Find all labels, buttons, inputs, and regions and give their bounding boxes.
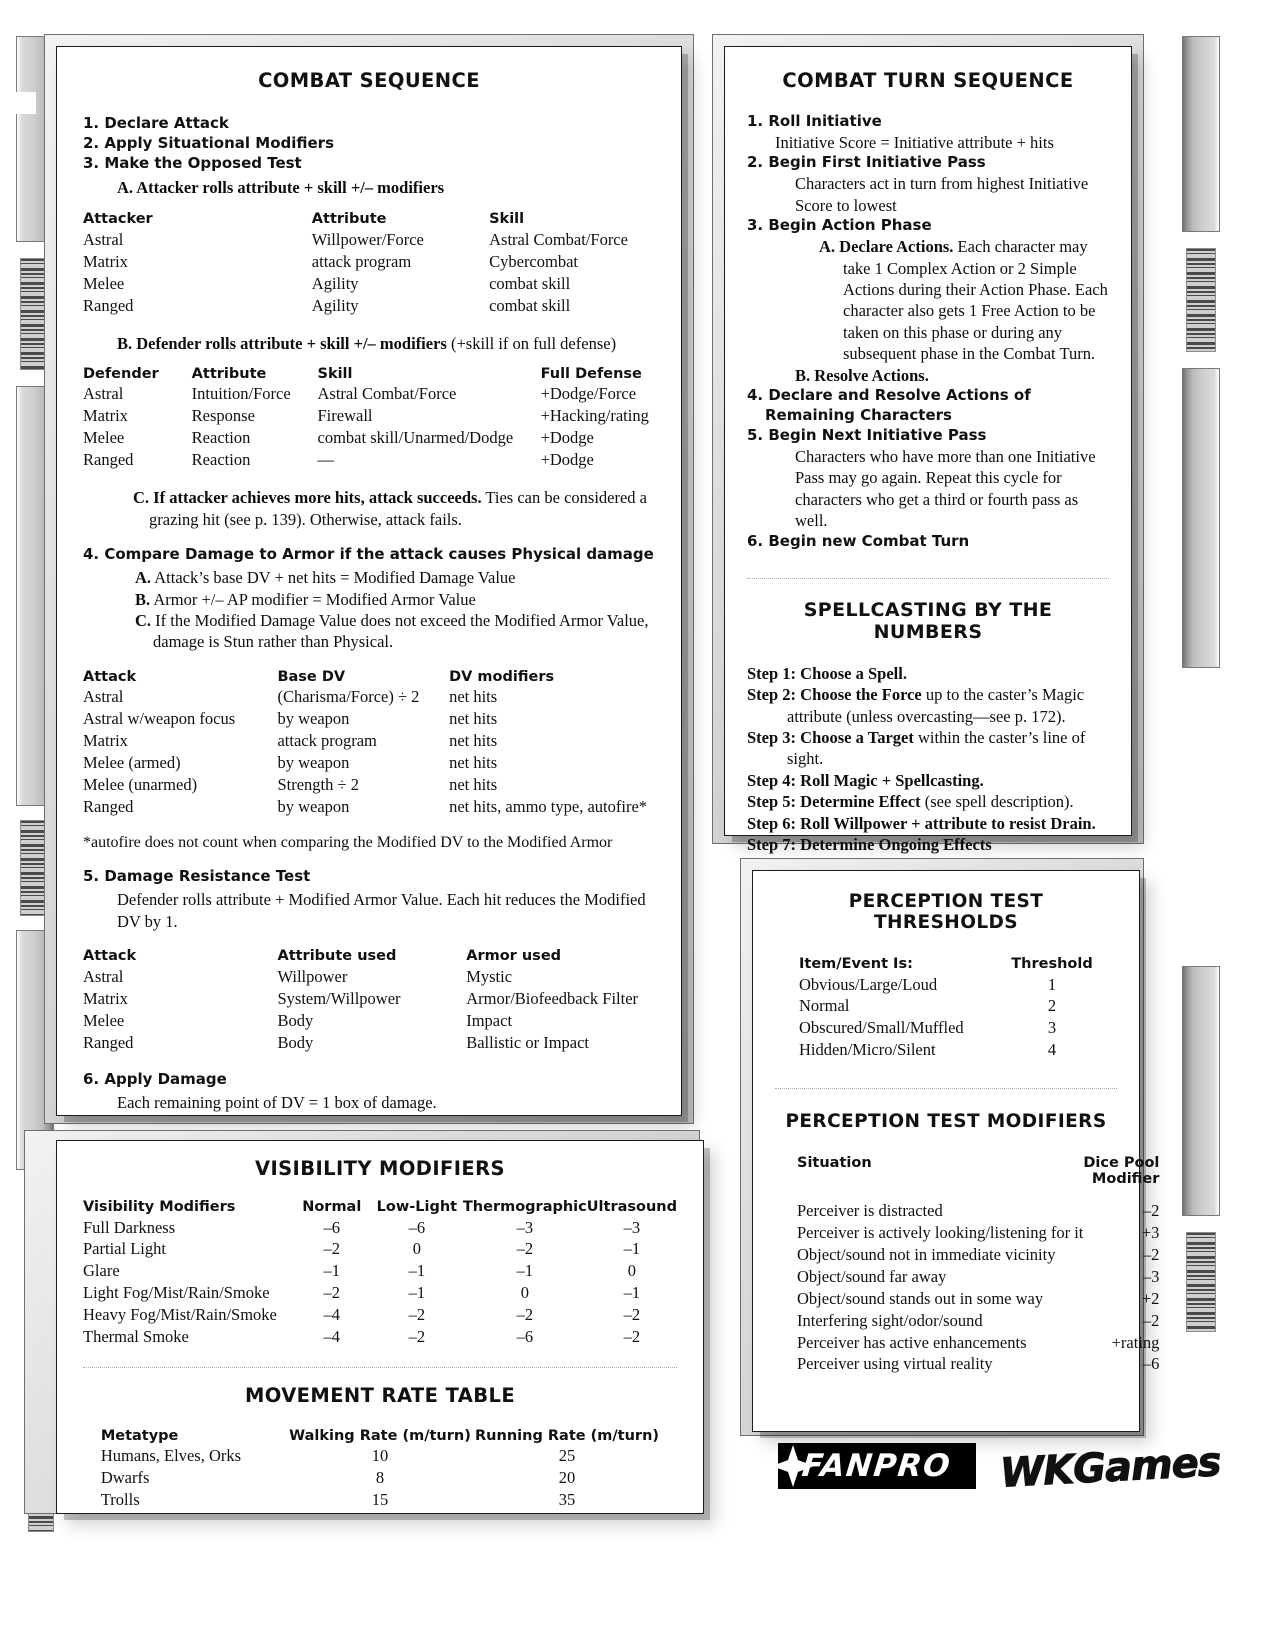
combat-step-5: 5. Damage Resistance Test <box>83 867 311 886</box>
cell: net hits, ammo type, autofire* <box>449 797 648 817</box>
cell: Cybercombat <box>489 251 578 271</box>
table-row <box>101 1446 659 1468</box>
movement-title: MOVEMENT RATE TABLE <box>244 1383 516 1407</box>
cell: Astral <box>83 966 124 986</box>
cell: +rating <box>1111 1332 1160 1352</box>
cell: 10 <box>371 1446 389 1466</box>
cell: Astral Combat/Force <box>317 384 457 403</box>
table-row <box>775 1332 1159 1354</box>
cell: –3 <box>623 1217 641 1237</box>
cell: Willpower/Force <box>311 229 424 249</box>
cell: –1 <box>623 1239 641 1259</box>
cell: Full Darkness <box>83 1217 176 1237</box>
cell: 3 <box>1047 1018 1057 1038</box>
combat-step-3c-bold: C. If attacker achieves more hits, attack succeeds. <box>133 488 482 508</box>
table-row <box>775 1354 1159 1376</box>
cell: Mystic <box>466 966 513 986</box>
cell: Dwarfs <box>100 1468 150 1488</box>
visibility-title: VISIBILITY MODIFIERS <box>254 1157 506 1180</box>
cell: net hits <box>449 687 498 707</box>
cell: +Dodge/Force <box>540 384 637 403</box>
cell: Glare <box>83 1261 120 1281</box>
cell: Light Fog/Mist/Rain/Smoke <box>83 1283 270 1303</box>
movement-table <box>101 1427 659 1512</box>
table-row <box>775 1310 1159 1332</box>
defender-th-2: Skill <box>317 365 353 382</box>
cell: Willpower <box>277 966 348 986</box>
right-rail-lower <box>1182 966 1220 1216</box>
table-header-row <box>775 1154 1159 1189</box>
table-row <box>83 731 655 753</box>
perception-modifiers-table <box>775 1154 1159 1376</box>
table-header-row <box>775 955 1117 974</box>
cell: –2 <box>1142 1200 1160 1220</box>
mv-th-0: Metatype <box>100 1427 179 1444</box>
table-header-row <box>101 1427 659 1446</box>
right-barcode-top <box>1186 248 1216 352</box>
cell: combat skill/Unarmed/Dodge <box>317 427 514 447</box>
cell: 15 <box>371 1490 389 1510</box>
cell: 0 <box>412 1239 421 1259</box>
cell: Impact <box>466 1010 513 1030</box>
dv-th-0: Attack <box>83 668 137 685</box>
combat-step-3a: A. Attacker rolls attribute + skill +/– modifiers <box>117 177 445 197</box>
spellcasting-title: SPELLCASTING BY THE NUMBERS <box>803 598 1053 643</box>
cell: +3 <box>1141 1222 1160 1242</box>
combat-step-6: 6. Apply Damage <box>83 1070 227 1089</box>
cell: attack program <box>277 731 377 751</box>
table-row <box>83 1239 677 1261</box>
vis-th-1: Normal <box>302 1199 362 1215</box>
turn-item-6: 6. Begin new Combat Turn <box>747 531 970 550</box>
cell: combat skill <box>489 295 571 315</box>
cell: Intuition/Force <box>191 384 291 403</box>
dv-th-2: DV modifiers <box>449 668 555 685</box>
cell: Melee <box>83 273 125 293</box>
cell: Perceiver has active enhancements <box>797 1332 1027 1352</box>
cell: –2 <box>516 1305 534 1325</box>
cell: Armor/Biofeedback Filter <box>466 988 639 1008</box>
cell: Matrix <box>83 405 128 425</box>
cell: –1 <box>408 1261 426 1281</box>
combat-step-5-text: Defender rolls attribute + Modified Armor Value. Each hit reduces the Modified DV by 1. <box>117 890 646 931</box>
cell: +Dodge <box>540 427 594 447</box>
attacker-table <box>83 210 655 317</box>
resist-th-1: Attribute used <box>277 948 397 965</box>
combat-step-3c <box>133 487 655 530</box>
cell: Ranged <box>83 295 134 315</box>
pm-th-right <box>1083 1154 1159 1189</box>
perception-panel <box>752 870 1160 1432</box>
cell: Partial Light <box>83 1239 166 1259</box>
turn-item-1: 1. Roll Initiative <box>747 112 882 130</box>
cell: Object/sound far away <box>797 1266 947 1286</box>
perception-thresholds-table <box>775 955 1117 1062</box>
cell: by weapon <box>277 709 350 729</box>
cell: –4 <box>323 1327 341 1347</box>
right-rail-top <box>1182 36 1220 232</box>
table-row <box>83 449 655 471</box>
table-row <box>83 295 655 317</box>
cell: Thermal Smoke <box>83 1327 189 1347</box>
combat-turn-title: COMBAT TURN SEQUENCE <box>782 69 1074 92</box>
cell: net hits <box>449 709 498 729</box>
turn-item-1-body: Initiative Score = Initiative attribute + hits <box>775 132 1054 152</box>
table-row <box>83 988 655 1010</box>
cell: Astral <box>83 384 124 403</box>
cell: 4 <box>1047 1040 1057 1060</box>
cell: –1 <box>323 1261 341 1281</box>
table-row <box>775 1189 1159 1222</box>
table-row <box>775 1244 1159 1266</box>
vis-th-3: Thermographic <box>462 1199 587 1215</box>
section-divider-3 <box>83 1367 677 1368</box>
cell: –6 <box>408 1217 426 1237</box>
cell: –2 <box>1142 1244 1160 1264</box>
spell-step-1: Step 1: Choose a Spell. <box>747 663 907 683</box>
vis-th-4: Ultrasound <box>586 1199 677 1215</box>
defender-table <box>83 365 655 472</box>
combat-step-1: 1. Declare Attack <box>83 114 229 132</box>
table-row <box>83 1327 677 1349</box>
cell: 20 <box>558 1468 576 1488</box>
defender-th-3: Full Defense <box>540 365 642 382</box>
section-divider-1 <box>747 578 1109 579</box>
right-barcode-bottom <box>1186 1232 1216 1332</box>
cell: by weapon <box>277 797 350 817</box>
combat-step-3b-bold: B. Defender rolls attribute + skill +/– modifiers <box>117 334 447 354</box>
spell-step-6: Step 6: Roll Willpower + attribute to resist Drain. <box>747 813 1096 833</box>
table-row <box>83 273 655 295</box>
mv-th-2: Running Rate (m/turn) <box>475 1427 660 1444</box>
wizkids-logo <box>999 1439 1222 1496</box>
cell: –2 <box>1142 1310 1160 1330</box>
section-divider-2 <box>775 1088 1117 1089</box>
cell: Body <box>277 1032 314 1052</box>
table-row <box>775 974 1117 996</box>
table-header-row <box>83 1198 677 1217</box>
cell: –2 <box>323 1239 341 1259</box>
cell: net hits <box>449 753 498 773</box>
cell: +2 <box>1141 1288 1160 1308</box>
cell: Astral Combat/Force <box>489 229 628 249</box>
cell: –1 <box>516 1261 534 1281</box>
table-row <box>775 1040 1117 1062</box>
cell: net hits <box>449 731 498 751</box>
cell: Perceiver is actively looking/listening for it <box>797 1222 1084 1242</box>
cell: Ranged <box>83 449 134 469</box>
cell: Matrix <box>83 988 128 1008</box>
cell: Agility <box>311 273 359 293</box>
table-row <box>775 1018 1117 1040</box>
attacker-th-2: Skill <box>489 211 525 228</box>
turn-item-5-body: Characters who have more than one Initiative Pass may go again. Repeat this cycle for characters who get a third or fourth pass as well. <box>795 447 1096 531</box>
cell: –6 <box>516 1327 534 1347</box>
cell: Humans, Elves, Orks <box>100 1446 242 1466</box>
cell: Astral <box>83 229 124 249</box>
combat-sequence-panel <box>56 46 682 1116</box>
pt-th-1: Threshold <box>1011 956 1093 972</box>
cell: –2 <box>408 1305 426 1325</box>
cell: 2 <box>1047 996 1057 1016</box>
cell: Perceiver using virtual reality <box>797 1354 993 1374</box>
cell: Ballistic or Impact <box>466 1032 590 1052</box>
combat-step-3: 3. Make the Opposed Test <box>83 153 302 172</box>
turn-item-3b: B. Resolve Actions. <box>795 365 929 385</box>
table-row <box>83 1261 677 1283</box>
defender-th-1: Attribute <box>191 365 267 382</box>
mv-th-1: Walking Rate (m/turn) <box>289 1427 471 1444</box>
cell: attack program <box>311 251 412 271</box>
table-row <box>83 384 655 406</box>
fanpro-logo-text: FANPRO <box>800 1448 954 1484</box>
cell: Ranged <box>83 797 134 817</box>
cell: –6 <box>1142 1354 1160 1374</box>
vis-th-0: Visibility Modifiers <box>83 1199 236 1215</box>
table-row <box>83 1010 655 1032</box>
perception-thresholds-title: PERCEPTION TEST THRESHOLDS <box>848 891 1044 933</box>
spell-step-5: Step 5: Determine Effect (see spell description). <box>747 792 1074 812</box>
turn-item-3a-bold: A. Declare Actions. <box>819 237 954 257</box>
spell-step-2: Step 2: Choose the Force up to the caster’s Magic attribute (unless overcasting—see p. 172). <box>747 685 1085 726</box>
cell: –6 <box>323 1217 341 1237</box>
spell-step-4: Step 4: Roll Magic + Spellcasting. <box>747 770 984 790</box>
table-row <box>101 1468 659 1490</box>
table-row <box>83 251 655 273</box>
cell: — <box>317 449 334 469</box>
combat-step-3c-rest: Ties can be considered a grazing hit (see p. 139). Otherwise, attack fails. <box>149 488 647 529</box>
table-header-row <box>83 668 655 687</box>
table-row <box>83 1283 677 1305</box>
cell: –2 <box>323 1283 341 1303</box>
cell: combat skill <box>489 273 571 293</box>
table-row <box>775 1266 1159 1288</box>
combat-step-4b: B. Armor +/– AP modifier = Modified Armor Value <box>135 589 476 609</box>
resist-th-0: Attack <box>83 948 137 965</box>
cell: Strength ÷ 2 <box>277 775 359 795</box>
combat-step-4: 4. Compare Damage to Armor if the attack causes Physical damage <box>83 545 654 564</box>
cell: +Hacking/rating <box>540 405 649 425</box>
defender-th-0: Defender <box>83 365 159 382</box>
table-row <box>83 1032 655 1054</box>
cell: Reaction <box>191 449 251 469</box>
cell: Agility <box>311 295 359 315</box>
cell: Object/sound not in immediate vicinity <box>797 1244 1056 1264</box>
table-row <box>83 966 655 988</box>
table-row <box>83 687 655 709</box>
cell: –2 <box>623 1305 641 1325</box>
cell: –2 <box>516 1239 534 1259</box>
attacker-th-1: Attribute <box>311 211 387 228</box>
table-row <box>83 775 655 797</box>
visibility-panel <box>56 1140 704 1514</box>
table-row <box>775 996 1117 1018</box>
table-row <box>83 405 655 427</box>
cell: Body <box>277 1010 314 1030</box>
cell: Matrix <box>83 251 128 271</box>
cell: Heavy Fog/Mist/Rain/Smoke <box>83 1305 277 1325</box>
cell: net hits <box>449 775 498 795</box>
perception-modifiers-title: PERCEPTION TEST MODIFIERS <box>785 1110 1107 1132</box>
left-rail-notch-1 <box>16 92 36 114</box>
turn-item-2-body: Characters act in turn from highest Initiative Score to lowest <box>795 174 1089 215</box>
cell: 1 <box>1047 974 1057 994</box>
visibility-table <box>83 1198 677 1349</box>
pt-th-0: Item/Event Is: <box>799 956 913 972</box>
combat-step-4a: A. Attack’s base DV + net hits = Modified Damage Value <box>135 568 516 588</box>
turn-item-2: 2. Begin First Initiative Pass <box>747 153 986 172</box>
dv-table <box>83 668 655 819</box>
cell: 35 <box>558 1490 576 1510</box>
table-row <box>83 1217 677 1239</box>
wizkids-logo-text: WKGames <box>998 1439 1222 1497</box>
vis-th-2: Low-Light <box>376 1199 458 1215</box>
table-row <box>83 797 655 819</box>
cell: Normal <box>799 996 850 1016</box>
table-header-row <box>83 947 655 966</box>
turn-item-3a <box>819 236 1109 365</box>
cell: Matrix <box>83 731 128 751</box>
cell: Melee <box>83 427 125 447</box>
turn-item-4: 4. Declare and Resolve Actions of Remaining Characters <box>747 386 1031 425</box>
attacker-th-0: Attacker <box>83 211 153 228</box>
resist-th-2: Armor used <box>466 948 562 965</box>
combat-step-3b <box>117 333 655 354</box>
turn-item-3a-rest: Each character may take 1 Complex Action or 2 Simple Actions during their Action Phase. Each character also gets 1 Free Action to be taken on this phase or during any subsequent phase in the Combat Turn. <box>843 237 1108 364</box>
cell: Firewall <box>317 405 373 425</box>
table-header-row <box>83 210 655 229</box>
table-row <box>101 1490 659 1512</box>
cell: Hidden/Micro/Silent <box>799 1040 936 1060</box>
cell: –2 <box>408 1327 426 1347</box>
cell: Obscured/Small/Muffled <box>799 1018 964 1038</box>
cell: Melee (armed) <box>83 753 181 773</box>
combat-step-4c: C. If the Modified Damage Value does not exceed the Modified Armor Value, damage is Stun rather than Physical. <box>135 611 649 652</box>
cell: Obvious/Large/Loud <box>799 974 938 994</box>
cell: (Charisma/Force) ÷ 2 <box>277 687 420 707</box>
cell: by weapon <box>277 753 350 773</box>
combat-step-3b-rest: (+skill if on full defense) <box>446 334 617 354</box>
cell: Melee <box>83 1010 125 1030</box>
cell: 0 <box>520 1283 529 1303</box>
table-row <box>775 1222 1159 1244</box>
table-row <box>775 1288 1159 1310</box>
cell: Perceiver is distracted <box>797 1200 943 1220</box>
cell: Response <box>191 405 255 425</box>
table-row <box>83 427 655 449</box>
table-row <box>83 753 655 775</box>
cell: –3 <box>1142 1266 1160 1286</box>
table-row <box>83 1305 677 1327</box>
pm-th-right-l1: Dice Pool <box>1083 1154 1160 1171</box>
combat-step-2: 2. Apply Situational Modifiers <box>83 133 335 152</box>
table-header-row <box>83 365 655 384</box>
fanpro-logo <box>778 1443 976 1489</box>
resist-table <box>83 947 655 1054</box>
cell: –3 <box>516 1217 534 1237</box>
pm-th-right-l2: Modifier <box>1091 1170 1160 1187</box>
cell: Trolls <box>100 1490 140 1510</box>
table-row <box>83 709 655 731</box>
turn-item-5: 5. Begin Next Initiative Pass <box>747 426 987 445</box>
cell: 8 <box>375 1468 385 1488</box>
cell: Astral <box>83 687 124 707</box>
cell: +Dodge <box>540 449 594 469</box>
table-row <box>83 229 655 251</box>
cell: Ranged <box>83 1032 134 1052</box>
turn-item-3: 3. Begin Action Phase <box>747 216 932 235</box>
cell: System/Willpower <box>277 988 401 1008</box>
cell: –4 <box>323 1305 341 1325</box>
cell: Object/sound stands out in some way <box>797 1288 1044 1308</box>
cell: Astral w/weapon focus <box>83 709 236 729</box>
combat-turn-panel <box>724 46 1132 855</box>
cell: 25 <box>558 1446 576 1466</box>
dv-th-1: Base DV <box>277 668 346 685</box>
combat-sequence-title: COMBAT SEQUENCE <box>258 69 480 92</box>
cell: –1 <box>623 1283 641 1303</box>
cell: Melee (unarmed) <box>83 775 198 795</box>
cell: Interfering sight/odor/sound <box>797 1310 983 1330</box>
cell: –1 <box>408 1283 426 1303</box>
cell: –2 <box>623 1327 641 1347</box>
spell-step-7: Step 7: Determine Ongoing Effects <box>747 835 992 855</box>
combat-step-6-text: Each remaining point of DV = 1 box of damage. <box>117 1092 437 1112</box>
right-rail-mid <box>1182 368 1220 668</box>
cell: 0 <box>627 1261 636 1281</box>
pm-th-left: Situation <box>797 1154 872 1171</box>
spell-step-3: Step 3: Choose a Target within the caster’s line of sight. <box>747 728 1086 769</box>
cell: Reaction <box>191 427 251 447</box>
dv-footnote: *autofire does not count when comparing the Modified DV to the Modified Armor <box>83 833 613 851</box>
